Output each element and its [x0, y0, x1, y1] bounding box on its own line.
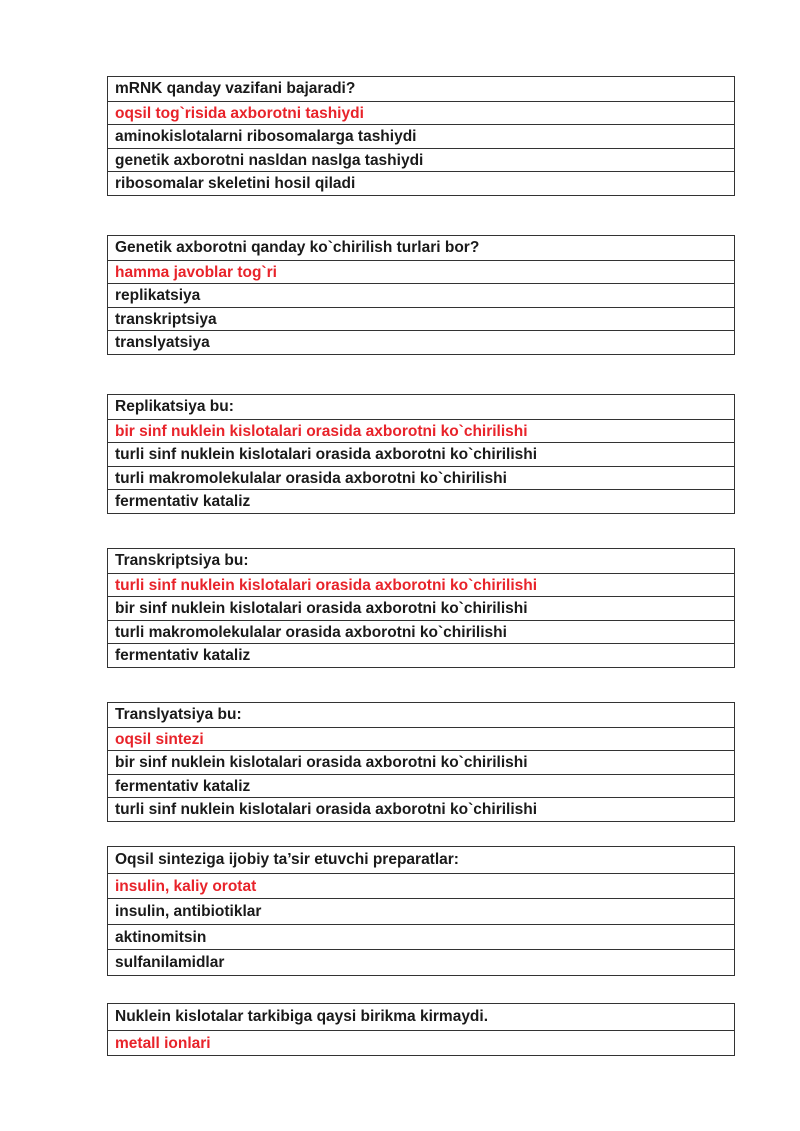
- question-block-5: [107, 702, 735, 822]
- answer-option: translyatsiya: [108, 330, 734, 354]
- answer-option: fermentativ kataliz: [108, 489, 734, 513]
- correct-answer: bir sinf nuklein kislotalari orasida axborotni ko`chirilishi: [108, 419, 734, 443]
- answer-option: insulin, antibiotiklar: [108, 898, 734, 924]
- question-block-3: [107, 394, 735, 514]
- answer-option: bir sinf nuklein kislotalari orasida axborotni ko`chirilishi: [108, 750, 734, 774]
- answer-option: transkriptsiya: [108, 307, 734, 331]
- question-block-2: [107, 235, 735, 355]
- question-text: Nuklein kislotalar tarkibiga qaysi birikma kirmaydi.: [115, 1008, 489, 1025]
- correct-answer: metall ionlari: [108, 1030, 734, 1056]
- question-block-6: [107, 846, 735, 976]
- question-text: Oqsil sinteziga ijobiy ta’sir etuvchi preparatlar:: [115, 851, 459, 868]
- answer-option: aminokislotalarni ribosomalarga tashiydi: [108, 124, 734, 148]
- answer-option: aktinomitsin: [108, 924, 734, 950]
- correct-answer: hamma javoblar tog`ri: [108, 260, 734, 284]
- answer-option: bir sinf nuklein kislotalari orasida axborotni ko`chirilishi: [108, 596, 734, 620]
- answer-option: fermentativ kataliz: [108, 774, 734, 798]
- answer-option: turli makromolekulalar orasida axborotni ko`chirilishi: [108, 466, 734, 490]
- correct-answer: oqsil tog`risida axborotni tashiydi: [108, 101, 734, 125]
- answer-option: genetik axborotni nasldan naslga tashiydi: [108, 148, 734, 172]
- answer-option: turli sinf nuklein kislotalari orasida axborotni ko`chirilishi: [108, 797, 734, 821]
- question-text: Translyatsiya bu:: [115, 706, 242, 723]
- correct-answer: turli sinf nuklein kislotalari orasida axborotni ko`chirilishi: [108, 573, 734, 597]
- question-block-4: [107, 548, 735, 668]
- answer-option: fermentativ kataliz: [108, 643, 734, 667]
- question-text: Transkriptsiya bu:: [115, 552, 249, 569]
- question-text: Genetik axborotni qanday ko`chirilish turlari bor?: [115, 239, 480, 256]
- answer-option: replikatsiya: [108, 283, 734, 307]
- correct-answer: insulin, kaliy orotat: [108, 873, 734, 899]
- answer-option: turli makromolekulalar orasida axborotni ko`chirilishi: [108, 620, 734, 644]
- question-block-7: [107, 1003, 735, 1056]
- answer-option: sulfanilamidlar: [108, 949, 734, 975]
- answer-option: ribosomalar skeletini hosil qiladi: [108, 171, 734, 195]
- correct-answer: oqsil sintezi: [108, 727, 734, 751]
- question-block-1: [107, 76, 735, 196]
- question-text: mRNK qanday vazifani bajaradi?: [115, 80, 356, 97]
- question-text: Replikatsiya bu:: [115, 398, 234, 415]
- answer-option: turli sinf nuklein kislotalari orasida axborotni ko`chirilishi: [108, 442, 734, 466]
